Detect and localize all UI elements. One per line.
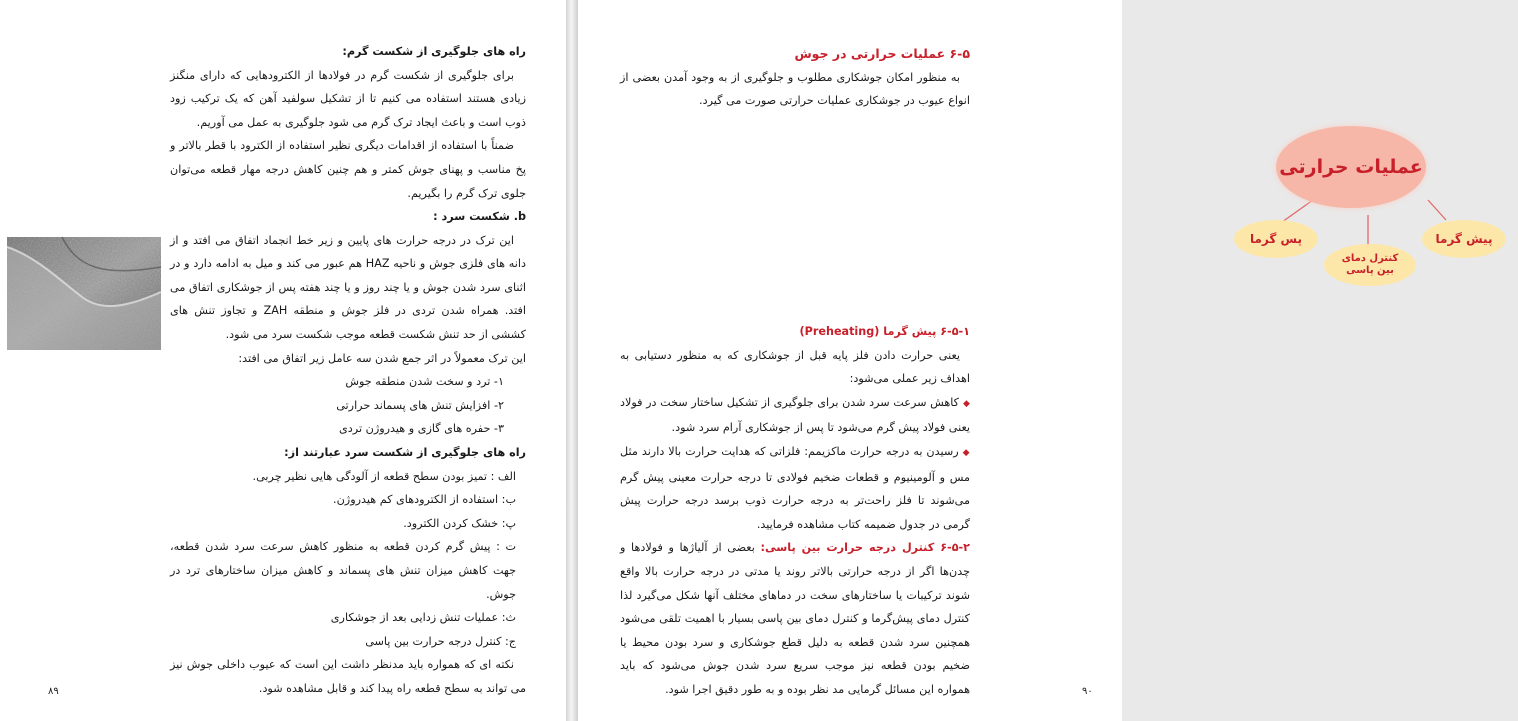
interpass-paragraph	[620, 536, 970, 701]
preheating-title: ۶-۵-۱ پیش گرما (Preheating)	[799, 325, 970, 338]
prevention-item-be: ب: استفاده از الکترودهای کم هیدروژن.	[333, 493, 516, 507]
diamond-bullet-icon: ◆	[962, 447, 970, 458]
inspection-note: نکته ای که همواره باید مدنظر داشت این است که عیوب داخلی جوش نیز می تواند به سطح قطعه راه پیدا کند و قابل مشاهده شود.	[170, 658, 526, 695]
preheating-bullet-1-text: کاهش سرعت سرد شدن برای جلوگیری از تشکیل ساختار سخت در فولاد یعنی فولاد پیش گرم می‌شود تا پس از جوشکاری آرام سرد شود.	[620, 395, 970, 435]
heat-treatment-diagram	[1228, 120, 1518, 290]
preheating-intro: یعنی حرارت دادن فلز پایه قبل از جوشکاری که به منظور دستیابی به اهداف زیر عملی می‌شود:	[620, 348, 970, 386]
section-intro: به منظور امکان جوشکاری مطلوب و جلوگیری از به وجود آمدن بعضی از انواع عیوب در جوشکاری عملیات حرارتی صورت می گیرد.	[620, 70, 970, 108]
preheating-bullet-1	[620, 391, 970, 440]
left-page-number: ۸۹	[48, 686, 59, 697]
hot-crack-paragraph-2: ضمناً با استفاده از اقدامات دیگری نظیر استفاده از الکترود با قطر بالاتر و پخ مناسب و پهنای جوش کمتر و هم چنین کاهش درجه مهار قطعه می‌توان جلوی ترک گرم را بگیریم.	[170, 139, 526, 200]
cold-crack-prevention-heading: راه های جلوگیری از شکست سرد عبارتند از:	[284, 445, 526, 459]
diagram-middle-node: کنترل دمای بین پاسی	[1324, 244, 1416, 286]
section-title: ۶-۵ عملیات حرارتی در جوش	[794, 46, 970, 61]
right-page-number: ۹۰	[1082, 686, 1093, 697]
preheating-bullet-2-text: رسیدن به درجه حرارت ماکزیمم: فلزاتی که هدایت حرارت بالا دارند مثل مس و آلومینیوم و قطعات ضخیم فولادی تا درجه حرارت معینی پیش گرم می‌شوند تا فلز راحت‌تر به درجه حرارت ذوب برسد درجه حرارت پیش گرمی در جدول ضمیمه کتاب مشاهده فرمایید.	[620, 444, 970, 531]
cold-crack-paragraph-2: این ترک معمولاً در اثر جمع شدن سه عامل زیر اتفاق می افتد:	[238, 351, 526, 365]
cold-crack-heading: b. شکست سرد :	[433, 210, 526, 223]
cold-crack-text	[170, 205, 526, 700]
interpass-title: ۶-۵-۲ کنترل درجه حرارت بین پاسی:	[760, 541, 970, 555]
diagram-left-node: پس گرما	[1234, 220, 1318, 258]
heat-treatment-intro	[620, 42, 970, 113]
prevention-item-te: ت : پیش گرم کردن قطعه به منظور کاهش سرعت سرد شدن قطعه، جهت کاهش میزان تنش های پسماند و کاهش میزان ساختارهای ترد در جوش.	[170, 540, 516, 601]
prevention-item-alef: الف : تمیز بودن سطح قطعه از آلودگی هایی نظیر چربی.	[252, 469, 516, 483]
left-page	[0, 0, 566, 721]
right-page	[578, 0, 1493, 721]
hot-crack-paragraph-1: برای جلوگیری از شکست گرم در فولادها از الکترودهایی که دارای منگنز زیادی هستند استفاده می کنیم تا از تشکیل سولفید آهن که یک ترکیب زود ذوب است و باعث ایجاد ترک گرم می شود جلوگیری به عمل می آوریم.	[170, 68, 526, 129]
heat-treatment-body	[620, 320, 970, 702]
preheating-bullet-2	[620, 440, 970, 536]
book-gutter	[566, 0, 578, 721]
hot-crack-prevention-heading: راه های جلوگیری از شکست گرم:	[342, 45, 526, 58]
cold-crack-factor-3: ۳- حفره های گازی و هیدروژن تردی	[339, 422, 504, 436]
diamond-bullet-icon: ◆	[963, 398, 970, 409]
weld-micrograph-image	[7, 237, 161, 350]
interpass-text: بعضی از آلیاژها و فولادها و چدن‌ها اگر از درجه حرارتی بالاتر روند یا مدتی در درجه حرارت بالا واقع شوند ترکیبات یا ساختارهای سخت در دماهای مختلف آنها شکل می‌گیرد لذا کنترل دمای پیش‌گرما و کنترل دمای بین پاسی بسیار با اهمیت تلقی می‌شود همچنین سرد شدن قطعه به دلیل قطع جوشکاری و سرد بودن محیط یا ضخیم بودن قطعه نیز موجب سریع سرد شدن جوش می‌شود که باید همواره این مسائل گرمایی مد نظر بوده و به طور دقیق اجرا شود.	[620, 541, 970, 696]
prevention-item-jim: ج: کنترل درجه حرارت بین پاسی	[365, 634, 516, 648]
cold-crack-factor-2: ۲- افزایش تنش های پسماند حرارتی	[336, 398, 504, 412]
left-page-text	[170, 40, 526, 205]
diagram-center-node: عملیات حرارتی	[1276, 126, 1426, 208]
diagram-right-node: پیش گرما	[1422, 220, 1506, 258]
cold-crack-factor-1: ۱- ترد و سخت شدن منطقه جوش	[345, 375, 504, 389]
prevention-item-pe: پ: خشک کردن الکترود.	[403, 516, 516, 530]
prevention-item-se: ث: عملیات تنش زدایی بعد از جوشکاری	[330, 611, 516, 625]
cold-crack-paragraph-1: این ترک در درجه حرارت های پایین و زیر خط انجماد اتفاق می افتد و از دانه های فلزی جوش و ناحیه HAZ هم عبور می کند و میل به ادامه دارد و در اثنای سرد شدن جوش و یا چند روز و یا چند هفته پس از جوشکاری اتفاق می افتد. همراه شدن تردی در فلز جوش و منطقه ZAH و تجاوز تنش های کششی از حد تنش شکست قطعه موجب شکست سرد می شود.	[170, 233, 526, 341]
